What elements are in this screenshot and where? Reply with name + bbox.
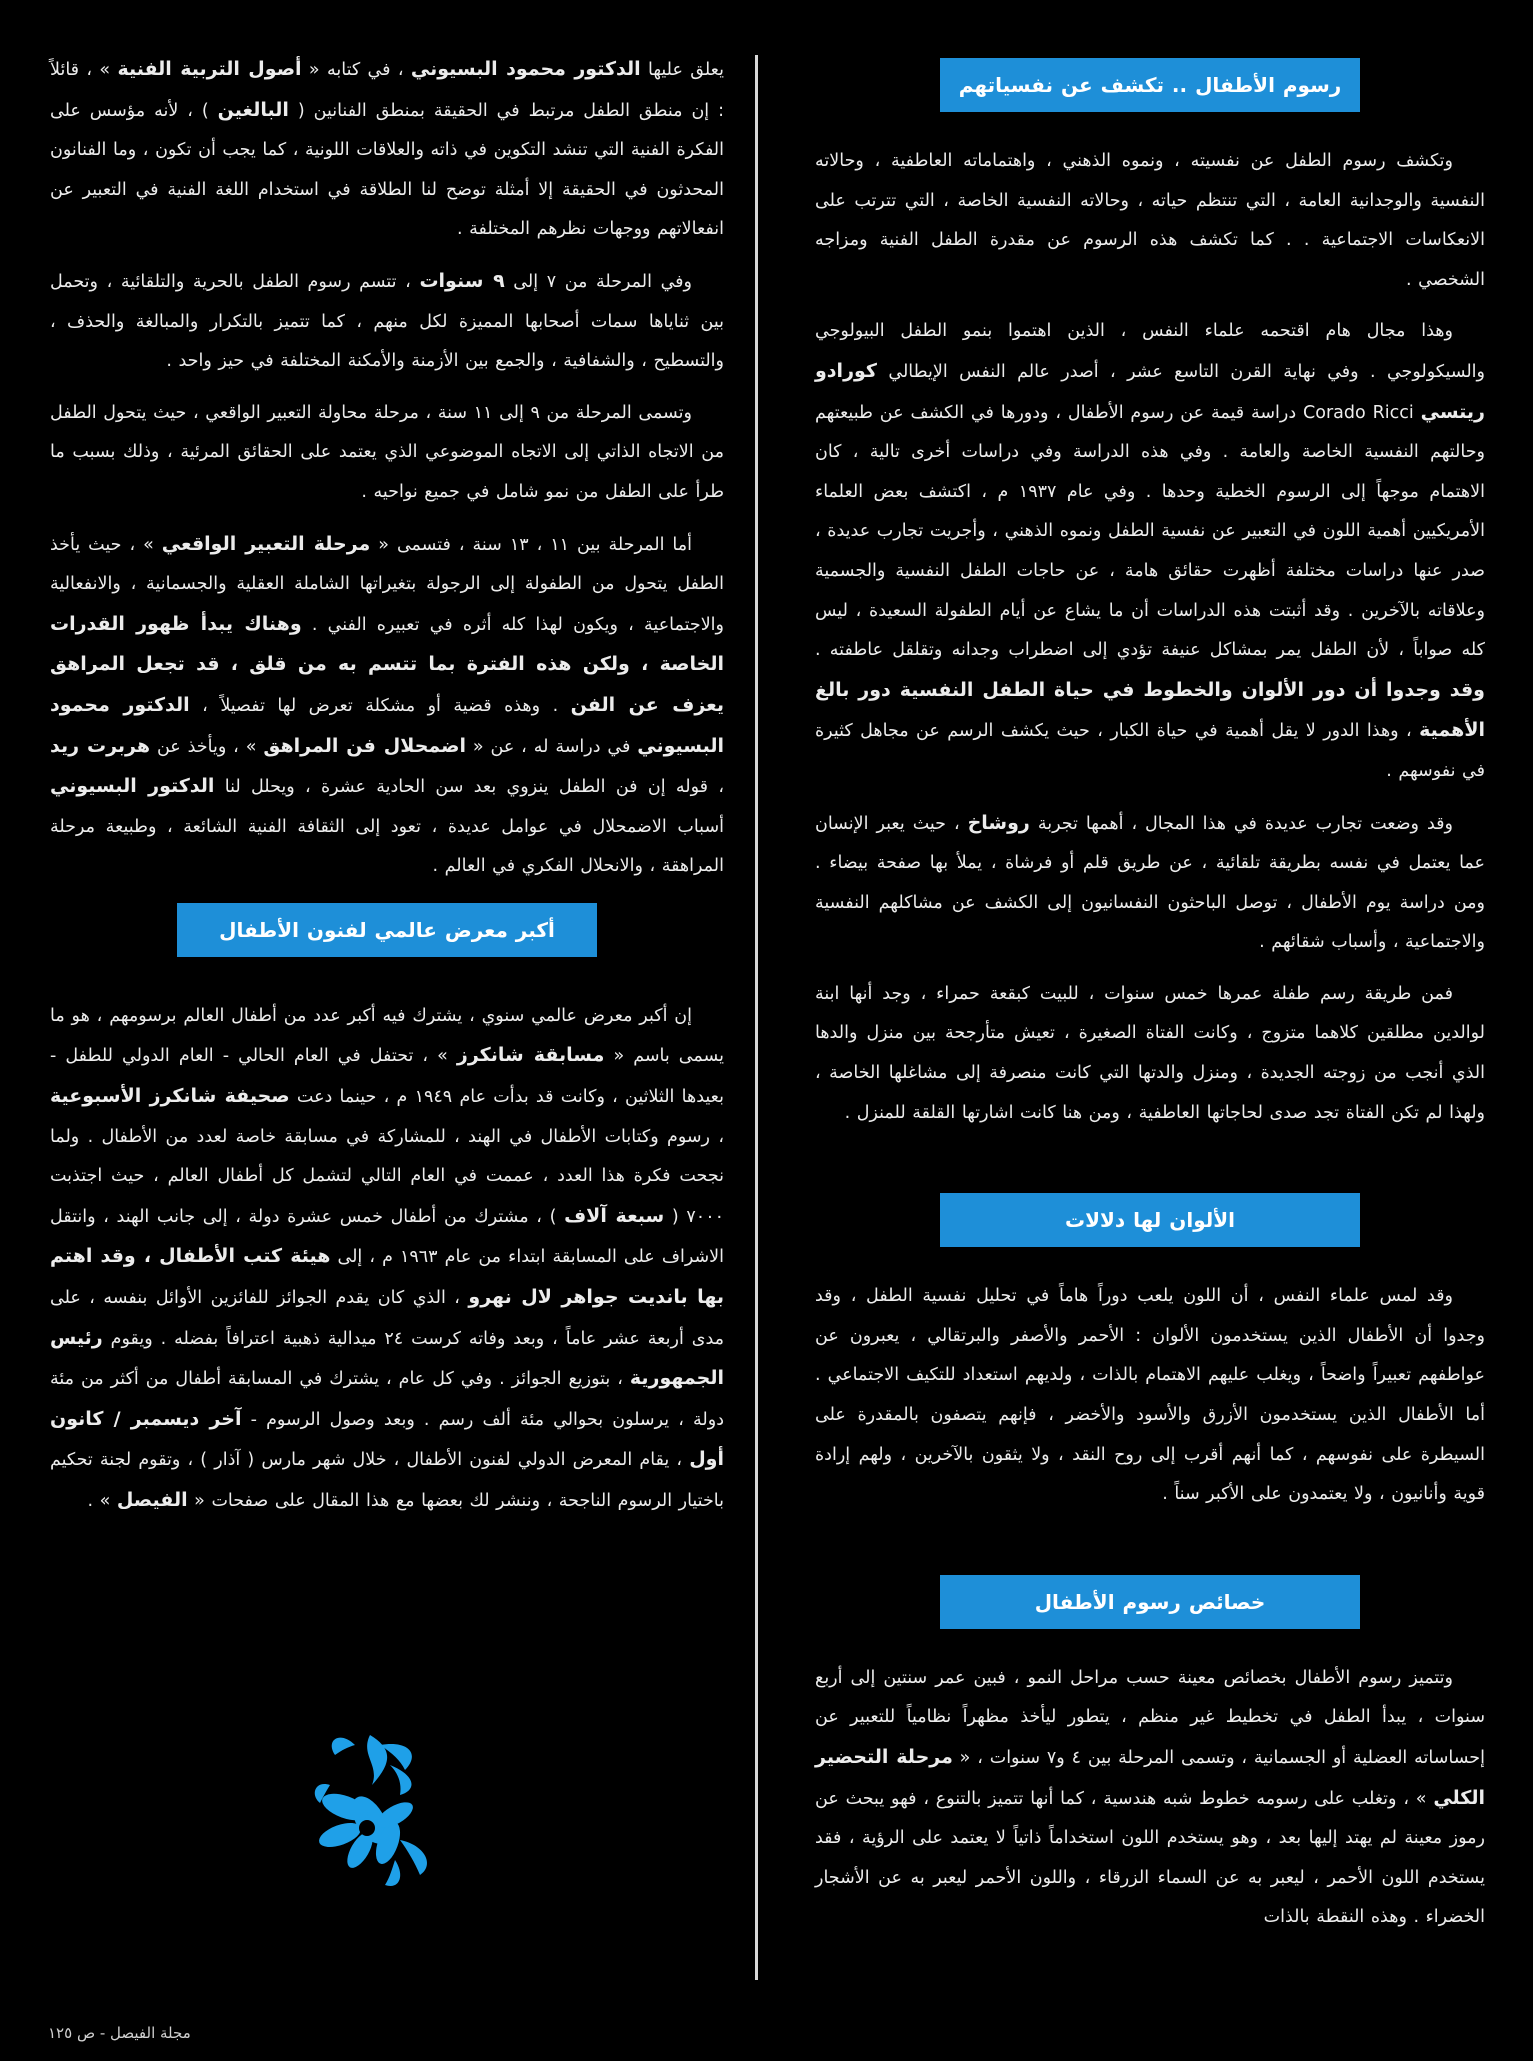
paragraph: إن أكبر معرض عالمي سنوي ، يشترك فيه أكبر عدد من أطفال العالم برسومهم ، هو ما يسمى باسم « مسابقة شانكرز » ، تحتفل في العام الحالي - العام الدولي للطفل - بعيدها الثلاثين ، وكانت قد بدأت عام ١٩٤٩ م ، حينما دعت صحيفة شانكرز الأسبوعية ، رسوم وكتابات الأطفال في الهند ، للمشاركة في مسابقة خاصة لعدد من الأطفال . ولما نجحت فكرة هذا العدد ، عممت في العام التالي لتشمل كل أطفال العالم ، حيث اجتذبت ٧٠٠٠ ( سبعة آلاف ) ، مشترك من أطفال خمس عشرة دولة ، إلى جانب الهند ، وانتقل الاشراف على المسابقة ابتداء من عام ١٩٦٣ م ، إلى هيئة كتب الأطفال ، وقد اهتم بها بانديت جواهر لال نهرو ، الذي كان يقدم الجوائز للفائزين الأوائل بنفسه ، على مدى أربعة عشر عاماً ، وبعد وفاته كرست ٢٤ ميدالية ذهبية اعترافاً بفضله . ويقوم رئيس الجمهورية ، بتوزيع الجوائز . وفي كل عام ، يشترك في المسابقة أطفال من أكثر من مئة دولة ، يرسلون بحوالي مئة ألف رسم . وبعد وصول الرسوم - آخر ديسمبر / كانون أول ، يقام المعرض الدولي لفنون الأطفال ، خلال شهر مارس ( آذار ) ، وتقوم لجنة تحكيم باختيار الرسوم الناجحة ، وننشر لك بعضها مع هذا المقال على صفحات « الفيصل » . <box>50 1005 725 1511</box>
paragraph: وقد وضعت تجارب عديدة في هذا المجال ، أهمها تجربة روشاخ ، حيث يعبر الإنسان عما يعتمل في نفسه بطريقة تلقائية ، عن طريق قلم أو فرشاة ، يملأ بها صفحة بيضاء . ومن دراسة يوم الأطفال ، توصل الباحثون النفسانيون إلى الكشف عن مشاكلهم النفسية والاجتماعية ، وأسباب شقائهم . <box>815 811 1485 953</box>
paragraph: وتسمى المرحلة من ٩ إلى ١١ سنة ، مرحلة محاولة التعبير الواقعي ، حيث يتحول الطفل من الاتجاه الذاتي إلى الاتجاه الموضوعي الذي يعتمد على الحقائق المرئية ، وذلك بسبب ما طرأ على الطفل من نمو شامل في جميع نواحيه . <box>50 402 724 502</box>
paragraph: وتكشف رسوم الطفل عن نفسيته ، ونموه الذهني ، واهتماماته العاطفية ، وحالاته النفسية والوجدانية العامة ، التي تنتظم حياته ، وحالاته النفسية الخاصة ، التي تترتب على الانعكاسات الاجتماعية . . كما تكشف هذه الرسوم عن مقدرة الطفل الفنية ومزاجه الشخصي . <box>815 151 1485 290</box>
right-column <box>815 50 1485 2001</box>
paragraph: يعلق عليها الدكتور محمود البسيوني ، في كتابه « أصول التربية الفنية » ، قائلاً : إن منطق الطفل مرتبط في الحقيقة بمنطق الفنانين ( البالغين ) ، لأنه مؤسس على الفكرة الفنية التي تنشد التكوين في ذاته والعلاقات اللونية ، كما يجب أن تكون ، وما الفنانون المحدثون في الحقيقة إلا أمثلة توضح لنا الطلاقة في استخدام اللغة الفنية في التعبير عن انفعالاتهم ووجهات نظرهم المختلفة . <box>50 58 725 240</box>
left-column <box>50 50 724 2001</box>
paragraph: فمن طريقة رسم طفلة عمرها خمس سنوات ، للبيت كبقعة حمراء ، وجد أنها ابنة لوالدين مطلقين كلاهما متزوج ، وكانت الفتاة الصغيرة ، تعيش متأرجحة بين منزل والدها الذي أنجب من زوجته الجديدة ، ومنزل والدتها التي كانت منصرفة إلى مشاغلها الخاصة ، ولهذا لم تكن الفتاة تجد صدى لحاجاتها العاطفية ، ومن هنا كانت اشارتها القلقة للمنزل . <box>815 983 1485 1123</box>
paragraph: وتتميز رسوم الأطفال بخصائص معينة حسب مراحل النمو ، فبين عمر سنتين إلى أربع سنوات ، يبدأ الطفل في تخطيط غير منظم ، يتطور ليأخذ مظهراً نظامياً للتعبير عن إحساساته العضلية أو الجسمانية ، وتسمى المرحلة بين ٤ و٧ سنوات ، « مرحلة التحضير الكلي » ، وتغلب على رسومه خطوط شبه هندسية ، كما أنها تتميز بالتنوع ، فهو يبحث عن رموز معينة لم يهتد إليها بعد ، وهو يستخدم اللون استخداماً ذاتياً لا يعتمد على الرؤية ، فقد يستخدم اللون الأحمر ، ليعبر به عن السماء الزرقاء ، واللون الأحمر ليعبر به عن الأشجار الخضراء . وهذه النقطة بالذات <box>815 1667 1485 1928</box>
paragraph: وهذا مجال هام اقتحمه علماء النفس ، الذين اهتموا بنمو الطفل البيولوجي والسيكولوجي . وفي نهاية القرن التاسع عشر ، أصدر عالم النفس الإيطالي كورادو ريتسي Corado Ricci دراسة قيمة عن رسوم الأطفال ، ودورها في الكشف عن طبيعتهم وحالتهم النفسية الخاصة والعامة . وفي هذه الدراسة وفي دراسات أخرى تالية ، كان الاهتمام موجهاً إلى الرسوم الخطية وحدها . وفي عام ١٩٣٧ م ، اكتشف بعض العلماء الأمريكيين أهمية اللون في التعبير عن نفسية الطفل ونموه الذهني ، وأجريت تجارب عديدة ، صدر عنها دراسات مختلفة أظهرت حقائق هامة ، عن حاجات الطفل النفسية والجسمية وعلاقاته بالآخرين . وقد أثبتت هذه الدراسات أن ما يشاع عن أيام الطفولة السعيدة ، ليس كله صواباً ، لأن الطفل يمر بمشاكل عنيفة تؤدي إلى اضطراب وجدانه وتقلقل عاطفته . وقد وجدوا أن دور الألوان والخطوط في حياة الطفل النفسية دور بالغ الأهمية ، وهذا الدور لا يقل أهمية في حياة الكبار ، حيث يكشف الرسم عن مجاهل كثيرة في نفوسهم . <box>815 321 1485 781</box>
paragraph: وفي المرحلة من ٧ إلى ٩ سنوات ، تتسم رسوم الطفل بالحرية والتلقائية ، وتحمل بين ثناياها سمات أصحابها المميزة لكل منهم ، كما تتميز بالتكرار والمبالغة والحذف ، والتسطيح ، والشفافية ، والجمع بين الأزمنة والأمكنة المختلفة في حيز واحد . <box>50 269 724 372</box>
heading-colors-meanings: الألوان لها دلالات <box>940 1193 1360 1247</box>
heading-world-exhibition: أكبر معرض عالمي لفنون الأطفال <box>177 903 597 957</box>
column-divider <box>755 55 758 1980</box>
heading-children-drawings: رسوم الأطفال .. تكشف عن نفسياتهم <box>940 58 1360 112</box>
heading-drawing-characteristics: خصائص رسوم الأطفال <box>940 1575 1360 1629</box>
page-footer: مجلة الفيصل - ص ١٢٥ <box>48 2024 191 2042</box>
paragraph: وقد لمس علماء النفس ، أن اللون يلعب دوراً هاماً في تحليل نفسية الطفل ، وقد وجدوا أن الأطفال الذين يستخدمون الألوان : الأحمر والأصفر والبرتقالي ، يعبرون عن عواطفهم تعبيراً واضحاً ، ويغلب عليهم الاهتمام بالذات ، ولديهم استعداد للتكيف الاجتماعي . أما الأطفال الذين يستخدمون الأزرق والأسود والأخضر ، فإنهم يتصفون بالمقدرة على السيطرة على نفوسهم ، كما أنهم أقرب إلى روح النقد ، ولا يثقون بالآخرين ، ولهم إرادة قوية وأنانيون ، ولا يعتمدون على الأكبر سناً . <box>815 1286 1485 1505</box>
paragraph: أما المرحلة بين ١١ ، ١٣ سنة ، فتسمى « مرحلة التعبير الواقعي » ، حيث يأخذ الطفل يتحول من الطفولة إلى الرجولة بتغيراتها الشاملة العقلية والجسمانية ، والانفعالية والاجتماعية ، ويكون لهذا كله أثره في تعبيره الفني . وهناك يبدأ ظهور القدرات الخاصة ، ولكن هذه الفترة بما تتسم به من قلق ، قد تجعل المراهق يعزف عن الفن . وهذه قضية أو مشكلة تعرض لها تفصيلاً ، الدكتور محمود البسيوني في دراسة له ، عن « اضمحلال فن المراهق » ، ويأخذ عن هربرت ريد ، قوله إن فن الطفل ينزوي بعد سن الحادية عشرة ، ويحلل لنا الدكتور البسيوني أسباب الاضمحلال في عوامل عديدة ، تعود إلى الثقافة الفنية الشائعة ، وطبيعة مرحلة المراهقة ، والانحلال الفكري في العالم . <box>50 532 725 877</box>
floral-ornament-icon <box>300 1725 450 1895</box>
